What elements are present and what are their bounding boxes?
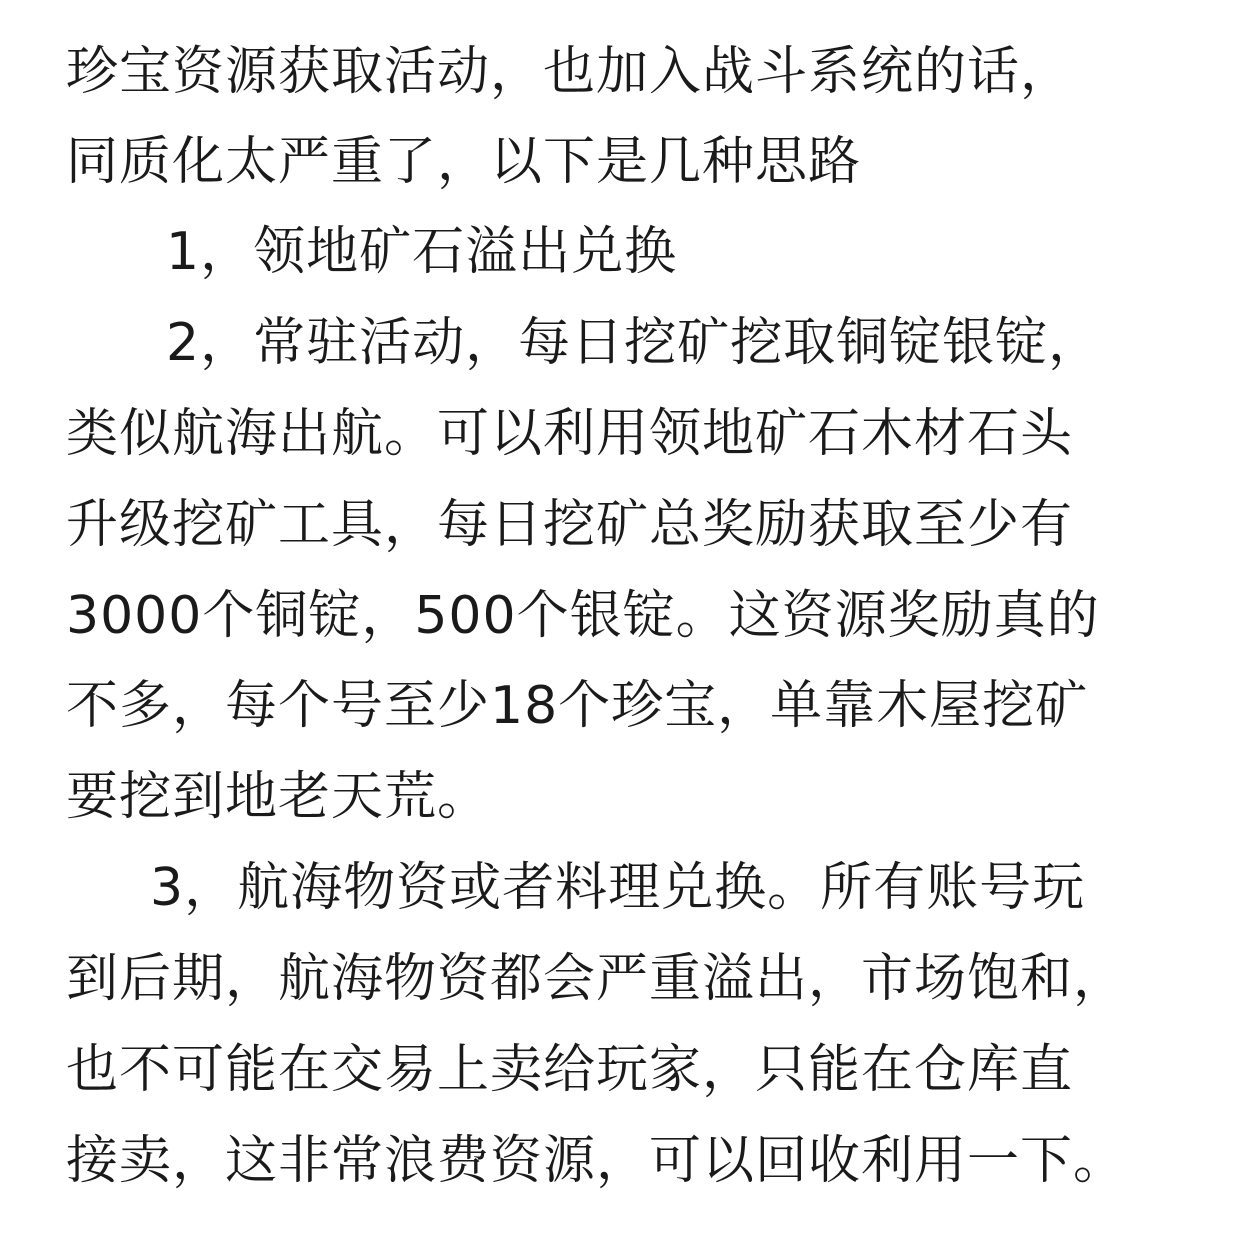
- text-line: 也不可能在交易上卖给玩家，只能在仓库直: [66, 1040, 1074, 1100]
- text-line: 要挖到地老天荒。: [66, 767, 491, 827]
- text-line: 不多，每个号至少18个珍宝，单靠木屋挖矿: [66, 676, 1089, 736]
- text-line: 1，领地矿石溢出兑换: [166, 222, 678, 282]
- text-line: 珍宝资源获取活动，也加入战斗系统的话，: [66, 42, 1074, 102]
- text-line: 接卖，这非常浪费资源，可以回收利用一下。: [66, 1131, 1127, 1191]
- text-line: 升级挖矿工具，每日挖矿总奖励获取至少有: [66, 495, 1074, 555]
- text-line: 2，常驻活动，每日挖矿挖取铜锭银锭，: [166, 313, 1102, 373]
- text-line: 3000个铜锭，500个银锭。这资源奖励真的: [66, 586, 1100, 646]
- text-line: 到后期，航海物资都会严重溢出，市场饱和，: [66, 949, 1127, 1009]
- text-line: 类似航海出航。可以利用领地矿石木材石头: [66, 404, 1074, 464]
- text-line: 3，航海物资或者料理兑换。所有账号玩: [150, 858, 1086, 918]
- text-line: 同质化太严重了，以下是几种思路: [66, 132, 862, 192]
